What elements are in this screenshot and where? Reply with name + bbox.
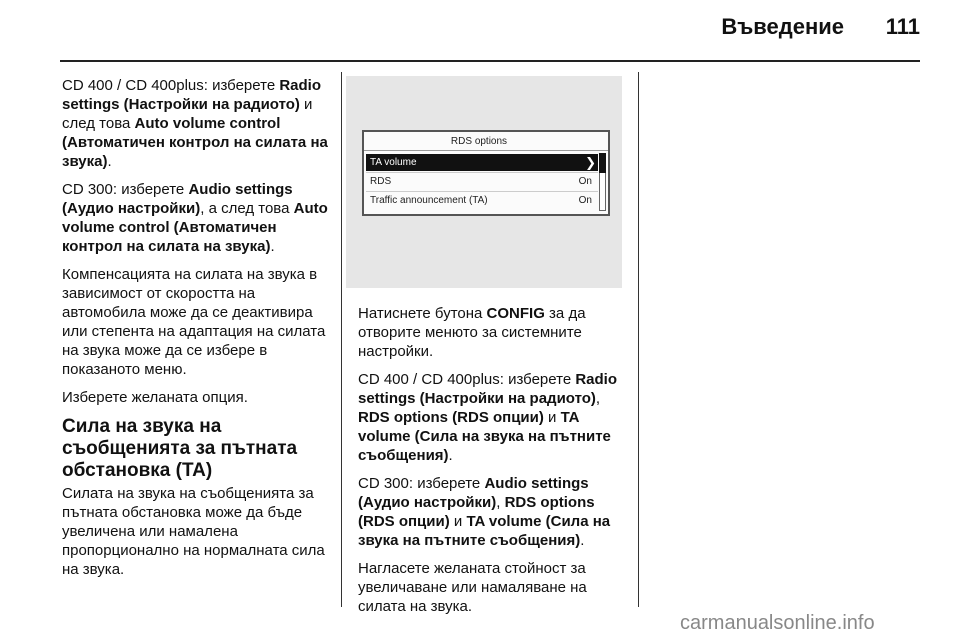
left-column bbox=[62, 76, 330, 588]
menu-item-label: RDS bbox=[370, 176, 392, 187]
text: за да отворите менюто за системните настройки. bbox=[358, 305, 586, 360]
paragraph-select-option: Изберете желаната опция. bbox=[62, 389, 248, 406]
text: и bbox=[449, 513, 467, 530]
text: . bbox=[270, 238, 275, 255]
paragraph-cd400-radio-settings bbox=[62, 76, 330, 171]
menu-item-traffic-announcement bbox=[366, 192, 598, 209]
section-heading-ta: Сила на звука на съобщенията за пътната обстановка (TA) bbox=[62, 416, 298, 481]
watermark: carmanualsonline.info bbox=[680, 612, 875, 634]
text: , bbox=[595, 390, 601, 407]
text: Натиснете бутона bbox=[358, 305, 487, 322]
menu-item-value: On bbox=[578, 195, 592, 206]
menu-item-rds bbox=[366, 173, 598, 190]
column-divider-left bbox=[341, 72, 342, 607]
rds-options-title: RDS options bbox=[450, 136, 508, 147]
menu-path: Auto volume control (Автоматичен контрол на силата на звука) bbox=[62, 200, 328, 255]
paragraph-cd400-rds-options bbox=[358, 370, 626, 465]
text: . bbox=[107, 153, 112, 170]
page-number: 111 bbox=[885, 14, 920, 39]
text: и bbox=[543, 409, 561, 426]
text: и след това bbox=[62, 96, 313, 132]
menu-path: RDS options (RDS опции) bbox=[358, 494, 595, 530]
text: , bbox=[496, 494, 505, 511]
menu-item-label: TA volume bbox=[370, 157, 417, 168]
rds-options-menu bbox=[362, 130, 610, 216]
text: . bbox=[580, 532, 585, 549]
paragraph-ta-volume: Силата на звука на съобщенията за пътната обстановка може да бъде увеличена или намалена пропорционално на нормалната сила на звука. bbox=[62, 485, 325, 578]
right-column bbox=[358, 304, 626, 625]
menu-item-label: Traffic announcement (TA) bbox=[370, 195, 488, 206]
text: . bbox=[448, 447, 453, 464]
header-rule bbox=[60, 60, 920, 62]
text: CD 400 / CD 400plus: изберете bbox=[358, 371, 576, 388]
paragraph-adjust-value: Нагласете желаната стойност за увеличаване или намаляване на силата на звука. bbox=[358, 560, 587, 615]
menu-path: Audio settings (Аудио настройки) bbox=[62, 181, 293, 217]
paragraph-cd300-rds-options bbox=[358, 474, 626, 550]
paragraph-compensation: Компенсацията на силата на звука в зависимост от скоростта на автомобила може да се деактивира или степента на адаптация на силата на звука може да се избере в показаното меню. bbox=[62, 266, 326, 378]
menu-item-value: On bbox=[578, 176, 592, 187]
menu-path: RDS options (RDS опции) bbox=[358, 409, 544, 426]
rds-options-figure bbox=[346, 76, 622, 288]
menu-item-ta-volume bbox=[366, 154, 598, 171]
paragraph-config-button bbox=[358, 304, 626, 361]
menu-path: TA volume (Сила на звука на пътните съобщения) bbox=[358, 513, 611, 549]
menu-path: Auto volume control (Автоматичен контрол на силата на звука) bbox=[62, 115, 328, 170]
column-divider-right bbox=[638, 72, 639, 607]
text: CD 300: изберете bbox=[358, 475, 485, 492]
menu-path: Radio settings (Настройки на радиото) bbox=[358, 371, 617, 407]
menu-path: Radio settings (Настройки на радиото) bbox=[62, 77, 321, 113]
chevron-right-icon: ❯ bbox=[585, 155, 596, 170]
button-name: CONFIG bbox=[486, 305, 545, 322]
menu-path: TA volume (Сила на звука на пътните съобщения) bbox=[358, 409, 611, 464]
page-header-title: Въведение bbox=[721, 14, 844, 39]
paragraph-cd300-audio-settings bbox=[62, 180, 330, 256]
menu-separator bbox=[364, 150, 608, 151]
scrollbar-thumb bbox=[599, 153, 606, 173]
menu-path: Audio settings (Аудио настройки) bbox=[358, 475, 589, 511]
text: CD 400 / CD 400plus: изберете bbox=[62, 77, 280, 94]
text: , а след това bbox=[200, 200, 294, 217]
text: CD 300: изберете bbox=[62, 181, 189, 198]
